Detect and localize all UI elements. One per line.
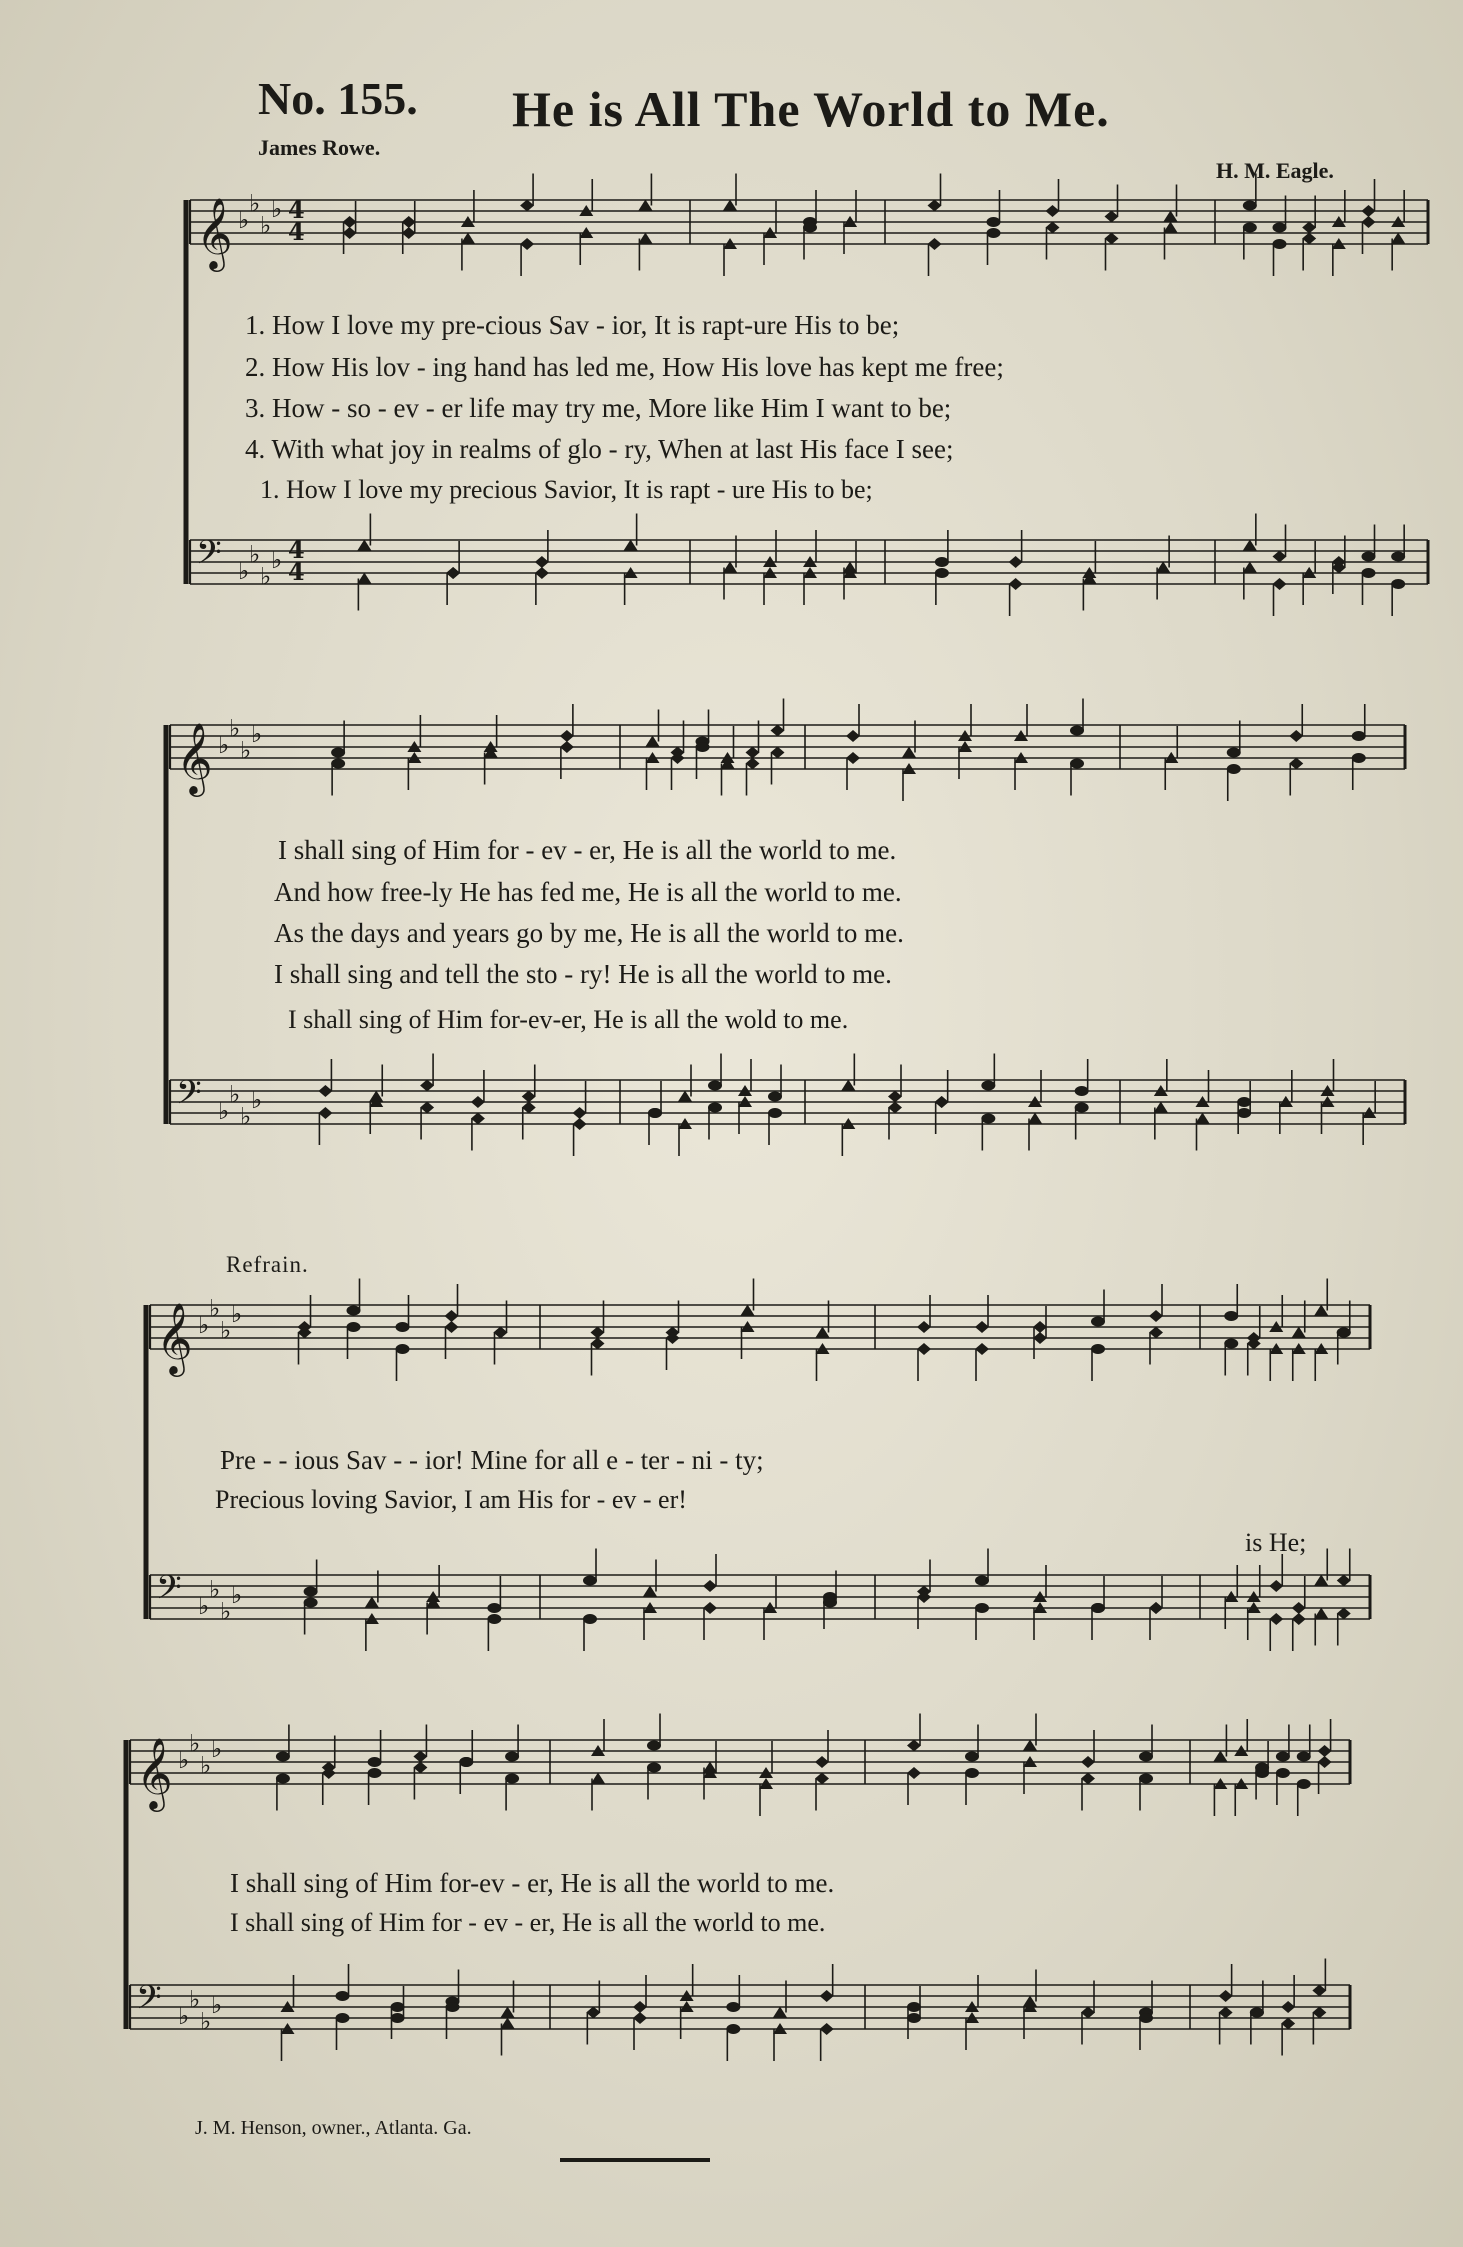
bass-lyric-tail: is He; — [1245, 1528, 1307, 1557]
flat-sign: ♭ — [220, 1597, 232, 1626]
shape-note-head — [726, 2002, 740, 2012]
treble-clef: 𝄞 — [196, 196, 233, 269]
shape-note-head — [928, 200, 942, 212]
shape-note-head — [1219, 2007, 1233, 2019]
music-system-2 — [160, 685, 1410, 1205]
shape-note-head — [573, 1118, 587, 1130]
shape-note-head — [703, 1580, 717, 1592]
time-signature: 4 — [288, 217, 305, 246]
shape-note-head — [1243, 201, 1257, 211]
shape-note-head — [501, 2018, 515, 2029]
footer-rule — [560, 2158, 710, 2162]
shape-note-head — [987, 217, 1001, 227]
shape-note-head — [402, 227, 416, 239]
time-signature: 4 — [288, 535, 305, 564]
shape-note-head — [1297, 1752, 1311, 1762]
shape-note-head — [917, 1343, 931, 1355]
shape-note-head — [1269, 1613, 1283, 1625]
flat-sign: ♭ — [231, 1300, 243, 1328]
flat-sign: ♭ — [231, 1581, 243, 1609]
shape-note-head — [928, 238, 942, 250]
shape-note-head — [1081, 1756, 1095, 1768]
time-signature: 4 — [288, 557, 305, 586]
hymn-title: He is All The World to Me. — [512, 81, 1110, 137]
composer-credit: H. M. Eagle. — [1216, 158, 1334, 183]
shape-note-head — [1391, 233, 1405, 244]
verse-1-line: 1. How I love my pre-cious Sav - ior, It is rapt-ure His to be; — [245, 310, 900, 340]
shape-note-head — [965, 1768, 979, 1778]
shape-note-head — [1237, 1108, 1251, 1118]
shape-note-head — [647, 1741, 661, 1751]
shape-note-head — [413, 1762, 427, 1774]
music-system-4 — [120, 1720, 1370, 2110]
shape-note-head — [816, 1327, 830, 1338]
flat-sign: ♭ — [211, 1991, 223, 2019]
shape-note-head — [888, 1102, 902, 1114]
shape-note-head — [624, 540, 638, 551]
shape-note-head — [520, 238, 534, 250]
shape-note-head — [357, 573, 371, 584]
shape-note-head — [560, 730, 574, 742]
shape-note-head — [591, 1327, 605, 1339]
shape-note-head — [768, 1092, 782, 1102]
verse-2-line: 2. How His lov - ing hand has led me, How His love has kept me free; — [245, 352, 1004, 382]
shape-note-head — [1243, 562, 1257, 573]
verse-2-line: And how free-ly He has fed me, He is all the world to me. — [274, 877, 902, 907]
shape-note-head — [1312, 1985, 1326, 1997]
shape-note-head — [723, 200, 737, 211]
shape-note-head — [1046, 205, 1060, 217]
shape-note-head — [343, 227, 357, 239]
treble-clef: 𝄞 — [156, 1301, 193, 1374]
shape-note-head — [907, 2002, 921, 2012]
flat-sign: ♭ — [260, 562, 272, 591]
shape-note-head — [318, 1107, 332, 1119]
flat-sign: ♭ — [229, 714, 241, 743]
treble-clef: 𝄞 — [176, 721, 213, 794]
shape-note-head — [1009, 578, 1023, 590]
shape-note-head — [461, 233, 475, 244]
bass-lyric-line: Precious loving Savior, I am His for - ev - er! — [215, 1485, 687, 1514]
shape-note-head — [402, 216, 416, 228]
shape-note-head — [1219, 1990, 1233, 2002]
flat-sign: ♭ — [198, 1592, 210, 1620]
shape-note-head — [1273, 239, 1287, 249]
shape-note-head — [1075, 1103, 1089, 1113]
shape-note-head — [1352, 731, 1366, 741]
flat-sign: ♭ — [200, 1751, 212, 1780]
shape-note-head — [505, 1774, 519, 1784]
shape-note-head — [703, 1602, 717, 1614]
refrain-lyric-line: I shall sing of Him for-ev - er, He is all the world to me. — [230, 1868, 835, 1898]
shape-note-head — [823, 1592, 837, 1602]
shape-note-head — [907, 1767, 921, 1779]
shape-note-head — [935, 568, 949, 578]
flat-sign: ♭ — [251, 720, 263, 748]
shape-note-head — [522, 1102, 536, 1114]
shape-note-head — [981, 1081, 995, 1091]
shape-note-head — [396, 1344, 410, 1354]
shape-note-head — [1273, 578, 1287, 590]
shape-note-head — [347, 1306, 361, 1316]
flat-sign: ♭ — [189, 1985, 201, 2014]
shape-note-head — [638, 200, 652, 211]
shape-note-head — [336, 1991, 350, 2001]
shape-note-head — [535, 567, 549, 579]
shape-note-head — [1154, 1102, 1168, 1113]
shape-note-head — [1314, 1608, 1328, 1619]
shape-note-head — [846, 730, 860, 742]
shape-note-head — [487, 1603, 501, 1613]
shape-note-head — [935, 557, 949, 567]
shape-note-head — [965, 1752, 979, 1762]
shape-note-head — [888, 1091, 902, 1103]
shape-note-head — [975, 1576, 989, 1586]
shape-note-head — [746, 758, 760, 770]
shape-note-head — [1156, 562, 1170, 573]
flat-sign: ♭ — [220, 1316, 232, 1345]
shape-note-head — [573, 1107, 587, 1119]
shape-note-head — [420, 1080, 434, 1092]
verse-3-line: As the days and years go by me, He is all the world to me. — [274, 918, 904, 948]
shape-note-head — [643, 1586, 657, 1597]
shape-note-head — [726, 2024, 740, 2034]
shape-note-head — [1028, 1113, 1042, 1124]
shape-note-head — [1081, 2007, 1095, 2019]
shape-note-head — [773, 2007, 787, 2018]
bass-clef: 𝄢 — [156, 1569, 182, 1615]
shape-note-head — [1273, 223, 1287, 233]
shape-note-head — [365, 1597, 379, 1608]
shape-note-head — [505, 1752, 519, 1762]
shape-note-head — [396, 1322, 410, 1332]
shape-note-head — [1269, 1580, 1283, 1592]
shape-note-head — [586, 2007, 600, 2019]
shape-note-head — [703, 1762, 717, 1773]
shape-note-head — [1281, 2001, 1295, 2013]
shape-note-head — [420, 1102, 434, 1114]
flat-sign: ♭ — [249, 540, 261, 569]
shape-note-head — [1289, 758, 1303, 770]
shape-note-head — [987, 228, 1001, 238]
shape-note-head — [708, 1081, 722, 1091]
shape-note-head — [1164, 222, 1178, 233]
shape-note-head — [331, 748, 345, 758]
shape-note-head — [1289, 730, 1303, 742]
shape-note-head — [1292, 1327, 1306, 1338]
shape-note-head — [1149, 1327, 1163, 1339]
shape-note-head — [981, 1114, 995, 1124]
shape-note-head — [1070, 759, 1084, 769]
shape-note-head — [746, 747, 760, 759]
treble-clef: 𝄞 — [136, 1736, 173, 1809]
shape-note-head — [304, 1598, 318, 1608]
hymn-number: No. 155. — [258, 73, 418, 124]
shape-note-head — [591, 1338, 605, 1350]
shape-note-head — [1318, 1745, 1332, 1757]
flat-sign: ♭ — [240, 736, 252, 765]
shape-note-head — [1281, 2018, 1295, 2030]
shape-note-head — [975, 1343, 989, 1355]
shape-note-head — [1237, 1097, 1251, 1107]
bass-lyric-line: I shall sing of Him for-ev-er, He is all the wold to me. — [288, 1005, 849, 1034]
verse-3-line: 3. How - so - ev - er life may try me, More like Him I want to be; — [245, 393, 952, 423]
shape-note-head — [446, 2002, 460, 2012]
shape-note-head — [638, 233, 652, 244]
shape-note-head — [471, 1096, 485, 1108]
shape-note-head — [1091, 1344, 1105, 1354]
shape-note-head — [1276, 1768, 1290, 1778]
shape-note-head — [501, 2007, 515, 2018]
shape-note-head — [843, 562, 857, 573]
bass-clef: 𝄢 — [136, 1979, 162, 2025]
shape-note-head — [1243, 540, 1257, 551]
shape-note-head — [347, 1322, 361, 1332]
shape-note-head — [445, 1321, 459, 1333]
shape-note-head — [1314, 1575, 1328, 1586]
copyright-footer: J. M. Henson, owner., Atlanta. Ga. — [195, 2117, 472, 2139]
music-system-1 — [180, 170, 1430, 670]
shape-note-head — [1273, 551, 1287, 563]
shape-note-head — [917, 1321, 931, 1333]
shape-note-head — [1070, 726, 1084, 736]
shape-note-head — [522, 1091, 536, 1103]
shape-note-head — [696, 742, 710, 752]
shape-note-head — [1302, 222, 1316, 234]
shape-note-head — [471, 1113, 485, 1125]
shape-note-head — [935, 1096, 949, 1108]
flat-sign: ♭ — [240, 1102, 252, 1131]
bass-clef: 𝄢 — [176, 1074, 202, 1120]
flat-sign: ♭ — [271, 546, 283, 574]
shape-note-head — [1105, 233, 1119, 245]
bass-clef: 𝄢 — [196, 534, 222, 580]
shape-note-head — [1337, 1328, 1351, 1338]
shape-note-head — [560, 741, 574, 753]
shape-note-head — [907, 2013, 921, 2023]
shape-note-head — [591, 1773, 605, 1784]
shape-note-head — [583, 1576, 597, 1586]
shape-note-head — [1081, 1773, 1095, 1785]
shape-note-head — [902, 747, 916, 758]
shape-note-head — [820, 1990, 834, 2002]
shape-note-head — [975, 1603, 989, 1613]
shape-note-head — [815, 1756, 829, 1768]
shape-note-head — [1362, 205, 1376, 217]
shape-note-head — [1255, 1763, 1269, 1773]
shape-note-head — [343, 216, 357, 228]
shape-note-head — [846, 752, 860, 764]
shape-note-head — [1164, 211, 1178, 222]
bass-lyric-line: 1. How I love my precious Savior, It is rapt - ure His to be; — [260, 475, 873, 504]
shape-note-head — [391, 2002, 405, 2012]
flat-sign: ♭ — [238, 557, 250, 585]
time-signature: 4 — [288, 195, 305, 224]
shape-note-head — [1149, 1602, 1163, 1614]
shape-note-head — [633, 2012, 647, 2024]
flat-sign: ♭ — [178, 1746, 190, 1774]
shape-note-head — [633, 2001, 647, 2013]
flat-sign: ♭ — [198, 1311, 210, 1339]
flat-sign: ♭ — [218, 731, 230, 759]
shape-note-head — [1224, 1339, 1238, 1349]
shape-note-head — [336, 2013, 350, 2023]
shape-note-head — [975, 1321, 989, 1333]
shape-note-head — [368, 1757, 382, 1767]
bass-lyric-line: I shall sing of Him for - ev - er, He is all the world to me. — [230, 1908, 826, 1937]
shape-note-head — [803, 223, 817, 233]
shape-note-head — [487, 1614, 501, 1624]
shape-note-head — [446, 567, 460, 579]
shape-note-head — [1033, 1332, 1047, 1344]
shape-note-head — [494, 1327, 508, 1339]
shape-note-head — [648, 1108, 662, 1118]
shape-note-head — [1224, 1311, 1238, 1321]
shape-note-head — [1046, 222, 1060, 234]
shape-note-head — [678, 1091, 692, 1102]
flat-sign: ♭ — [189, 1729, 201, 1758]
shape-note-head — [1075, 1086, 1089, 1096]
shape-note-head — [1312, 2007, 1326, 2019]
shape-note-head — [318, 1085, 332, 1097]
verse-4-line: 4. With what joy in realms of glo - ry, When at last His face I see; — [245, 434, 954, 464]
shape-note-head — [1302, 233, 1316, 245]
shape-note-head — [1033, 1321, 1047, 1333]
shape-note-head — [1250, 2008, 1264, 2018]
shape-note-head — [276, 1774, 290, 1784]
shape-note-head — [1391, 579, 1405, 589]
shape-note-head — [1227, 748, 1241, 758]
shape-note-head — [646, 736, 660, 747]
shape-note-head — [1139, 1752, 1153, 1762]
shape-note-head — [820, 2023, 834, 2035]
shape-note-head — [1292, 1602, 1306, 1614]
shape-note-head — [815, 1773, 829, 1785]
shape-note-head — [647, 1763, 661, 1773]
shape-note-head — [1314, 1305, 1328, 1316]
shape-note-head — [1362, 568, 1376, 578]
lyricist-credit: James Rowe. — [258, 135, 381, 160]
shape-note-head — [357, 540, 371, 551]
shape-note-head — [413, 1751, 427, 1763]
flat-sign: ♭ — [260, 211, 272, 240]
shape-note-head — [368, 1768, 382, 1778]
flat-sign: ♭ — [200, 2007, 212, 2036]
flat-sign: ♭ — [249, 189, 261, 218]
shape-note-head — [741, 1305, 755, 1316]
flat-sign: ♭ — [211, 1735, 223, 1763]
shape-note-head — [708, 1103, 722, 1113]
shape-note-head — [1227, 764, 1241, 774]
shape-note-head — [1149, 1310, 1163, 1322]
shape-note-head — [1196, 1113, 1210, 1124]
shape-note-head — [1139, 2013, 1153, 2023]
shape-note-head — [1352, 753, 1366, 763]
shape-note-head — [583, 1614, 597, 1624]
shape-note-head — [1243, 223, 1257, 233]
shape-note-head — [1297, 1779, 1311, 1789]
shape-note-head — [391, 2013, 405, 2023]
verse-1-line: I shall sing of Him for - ev - er, He is all the world to me. — [278, 835, 897, 865]
shape-note-head — [841, 1080, 855, 1091]
shape-note-head — [1105, 211, 1119, 223]
shape-note-head — [768, 1108, 782, 1118]
shape-note-head — [907, 1740, 921, 1752]
shape-note-head — [520, 200, 534, 212]
shape-note-head — [1276, 1752, 1290, 1762]
shape-note-head — [723, 562, 737, 573]
shape-note-head — [771, 725, 785, 737]
flat-sign: ♭ — [209, 1575, 221, 1604]
flat-sign: ♭ — [218, 1097, 230, 1125]
refrain-lyric-line: Pre - - ious Sav - - ior! Mine for all e - ter - ni - ty; — [220, 1445, 764, 1475]
music-system-3 — [140, 1285, 1390, 1685]
shape-note-head — [331, 759, 345, 769]
shape-note-head — [1337, 1575, 1351, 1587]
shape-note-head — [1023, 1740, 1037, 1751]
shape-note-head — [1318, 1756, 1332, 1768]
shape-note-head — [771, 747, 785, 759]
flat-sign: ♭ — [229, 1080, 241, 1109]
shape-note-head — [1391, 552, 1405, 562]
shape-note-head — [1337, 1608, 1351, 1620]
shape-note-head — [459, 1757, 473, 1767]
shape-note-head — [1362, 216, 1376, 228]
shape-note-head — [445, 1310, 459, 1322]
shape-note-head — [276, 1752, 290, 1762]
shape-note-head — [535, 556, 549, 568]
shape-note-head — [1009, 556, 1023, 568]
shape-note-head — [304, 1587, 318, 1597]
flat-sign: ♭ — [271, 195, 283, 223]
shape-note-head — [1091, 1603, 1105, 1613]
shape-note-head — [1292, 1613, 1306, 1625]
refrain-label: Refrain. — [226, 1252, 309, 1277]
flat-sign: ♭ — [238, 206, 250, 234]
shape-note-head — [1139, 1774, 1153, 1784]
verse-4-line: I shall sing and tell the sto - ry! He is all the world to me. — [274, 959, 892, 989]
flat-sign: ♭ — [251, 1086, 263, 1114]
shape-note-head — [1213, 1751, 1227, 1762]
shape-note-head — [1362, 552, 1376, 562]
flat-sign: ♭ — [209, 1294, 221, 1323]
flat-sign: ♭ — [178, 2002, 190, 2030]
shape-note-head — [1091, 1317, 1105, 1327]
